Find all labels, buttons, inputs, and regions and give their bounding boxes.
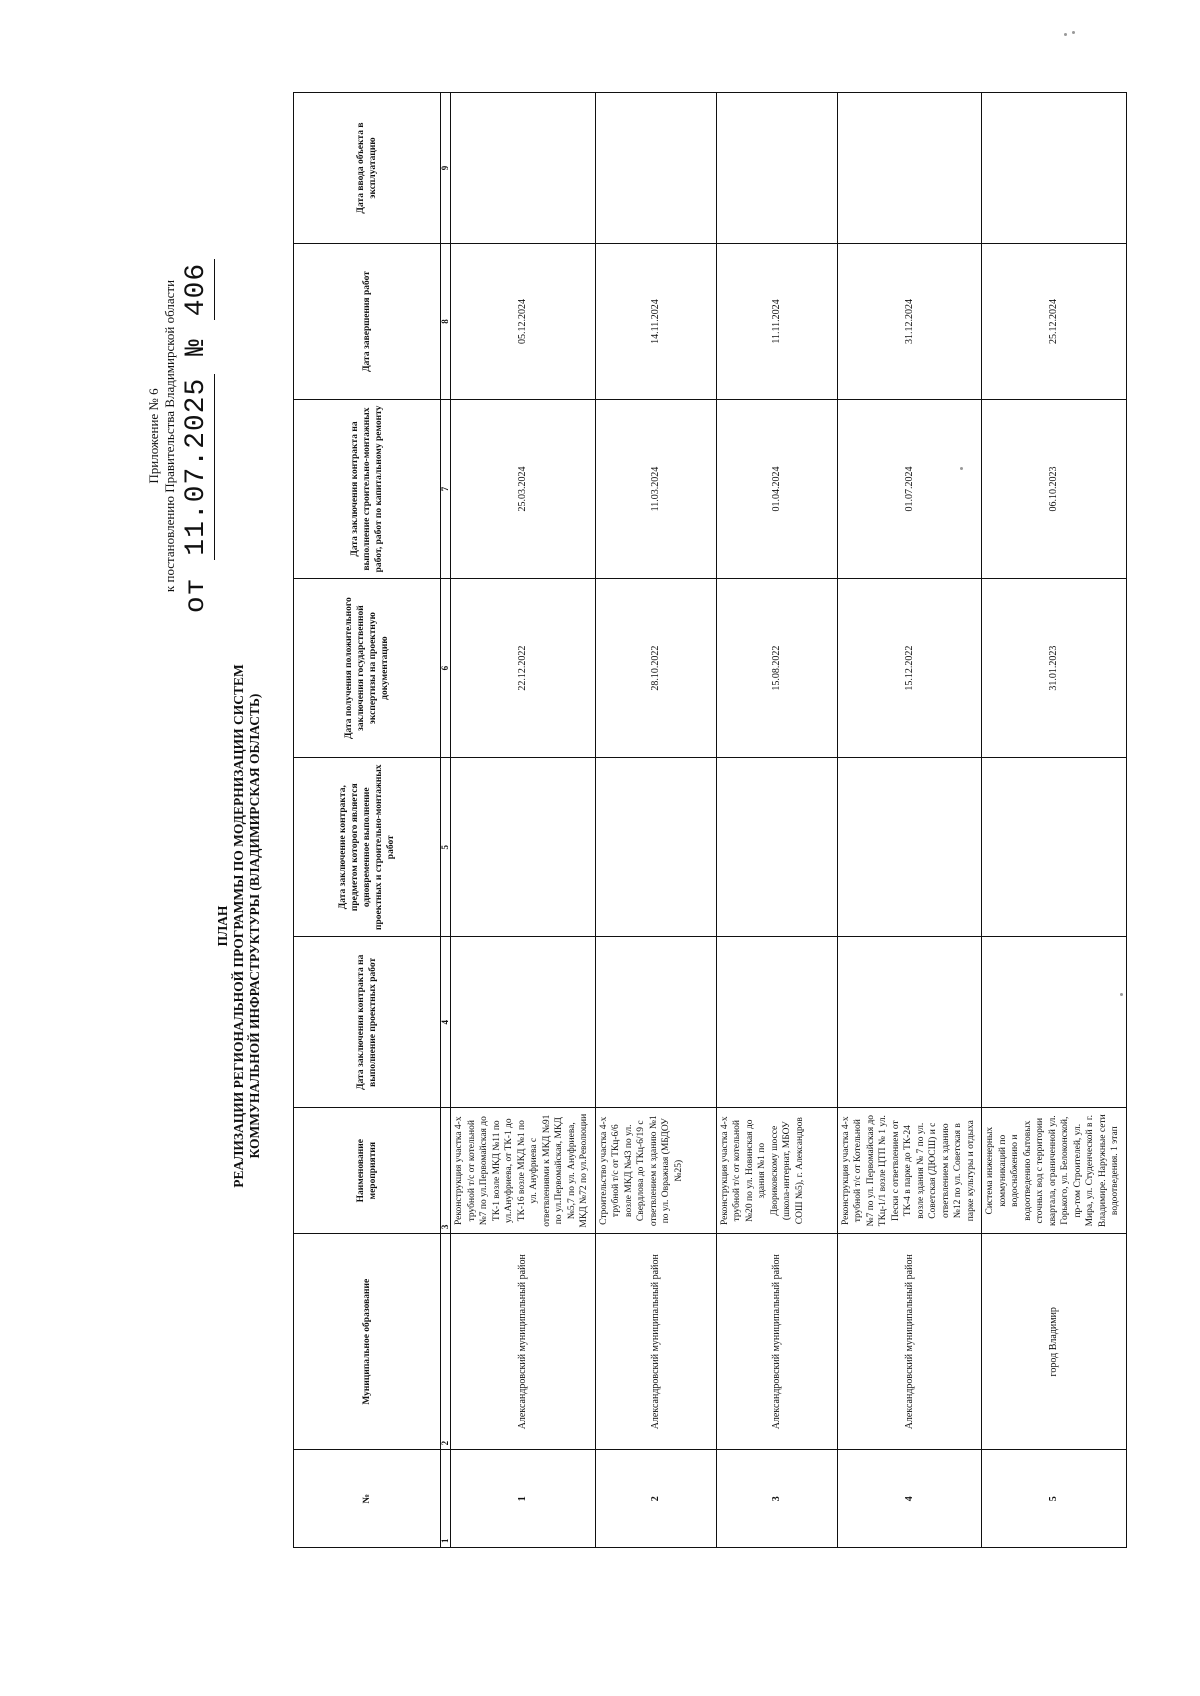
decree-number-label: №: [181, 338, 212, 356]
title-line-2: РЕАЛИЗАЦИИ РЕГИОНАЛЬНОЙ ПРОГРАММЫ ПО МОДЕРНИЗАЦИИ СИСТЕМ: [231, 664, 246, 1188]
table-row: [982, 93, 1127, 1548]
municipality-cell: Александровский муниципальный район: [837, 1234, 982, 1450]
construction-contract-cell: 01.07.2024: [837, 399, 982, 578]
column-number: 4: [441, 937, 451, 1108]
design-contract-cell: [837, 937, 982, 1108]
design-contract-cell: [451, 937, 596, 1108]
appendix-reference: к постановлению Правительства Владимирской области: [162, 279, 177, 593]
combined-contract-cell: [837, 758, 982, 937]
combined-contract-cell: [595, 758, 716, 937]
row-number: 3: [716, 1450, 837, 1548]
decree-date: 11.07.2025: [180, 374, 215, 560]
column-number: 3: [441, 1108, 451, 1234]
completion-date-cell: 11.11.2024: [716, 244, 837, 400]
column-number: 7: [441, 399, 451, 578]
header-event-name: Наименование мероприятия: [294, 1108, 441, 1234]
row-number: 5: [982, 1450, 1127, 1548]
municipality-cell: Александровский муниципальный район: [451, 1234, 596, 1450]
column-number: 6: [441, 579, 451, 758]
decree-number: 406: [180, 259, 215, 320]
design-contract-cell: [982, 937, 1127, 1108]
table-row: [595, 93, 716, 1548]
column-number: 8: [441, 244, 451, 400]
commissioning-date-cell: [982, 93, 1127, 244]
design-contract-cell: [595, 937, 716, 1108]
construction-contract-cell: 01.04.2024: [716, 399, 837, 578]
event-name-cell: Система инженерных коммуникаций по водоснабжению и водоотведению бытовых сточных вод с территории квартала, ограниченной ул. Горького, ул. Белоконской, пр-том Строителей, ул. Мира, ул. Студенческой в г. Владимире. Наружные сети водоотведения. 1 этап: [982, 1108, 1127, 1234]
header-commissioning-date: Дата ввода объекта в эксплуатацию: [294, 93, 441, 244]
municipality-cell: Александровский муниципальный район: [595, 1234, 716, 1450]
document-title: [215, 516, 263, 1336]
expertise-date-cell: 22.12.2022: [451, 579, 596, 758]
column-number: 9: [441, 93, 451, 244]
scan-speck: [1064, 33, 1067, 36]
title-plan: ПЛАН: [215, 905, 230, 947]
header-municipality: Муниципальное образование: [294, 1234, 441, 1450]
column-number: 1: [441, 1450, 451, 1548]
table-row: [716, 93, 837, 1548]
header-number: №: [294, 1450, 441, 1548]
title-line-3: КОММУНАЛЬНОЙ ИНФРАСТРУКТУРЫ (ВЛАДИМИРСКАЯ ОБЛАСТЬ): [247, 693, 262, 1159]
commissioning-date-cell: [451, 93, 596, 244]
commissioning-date-cell: [837, 93, 982, 244]
appendix-number: Приложение № 6: [146, 388, 161, 484]
decree-line: [180, 176, 215, 696]
expertise-date-cell: 15.12.2022: [837, 579, 982, 758]
header-construction-contract-date: Дата заключения контракта на выполнение строительно-монтажных работ, работ по капитальному ремонту: [294, 399, 441, 578]
combined-contract-cell: [982, 758, 1127, 937]
column-number-row: [441, 93, 451, 1548]
column-number: 2: [441, 1234, 451, 1450]
municipality-cell: город Владимир: [982, 1234, 1127, 1450]
municipality-cell: Александровский муниципальный район: [716, 1234, 837, 1450]
header-expertise-date: Дата получения положительного заключения государственной экспертизы на проектную документацию: [294, 579, 441, 758]
event-name-cell: Реконструкция участка 4-х трубной т/с от Котельной №7 по ул. Первомайская до ТКц-1/1 возле ЦТП № 1 ул. Пески с ответвлением от ТК-4 в парке до ТК-24 возле здания № 7 по ул. Советская (ДЮСШ) и с ответвлением к зданию №12 по ул. Советская в парке культуры и отдыха: [837, 1108, 982, 1234]
expertise-date-cell: 15.08.2022: [716, 579, 837, 758]
completion-date-cell: 14.11.2024: [595, 244, 716, 400]
construction-contract-cell: 06.10.2023: [982, 399, 1127, 578]
event-name-cell: Реконструкция участка 4-х трубной т/с от котельной №7 по ул.Первомайская до ТК-1 возле МКД №11 по ул.Ануфриева, от ТК-1 до ТК-16 возле МКД №1 по ул. Ануфриева с ответвлениями к МКД №91 по ул.Первомайская, МКД №5,7 по ул. Ануфриева, МКД №72 по ул.Революции: [451, 1108, 596, 1234]
event-name-cell: Реконструкция участка 4-х трубной т/с от котельной №20 по ул. Новинская до здания №1 по Двориковскому шоссе (школа-интернат, МБОУ СОШ №5), г. Александров: [716, 1108, 837, 1234]
row-number: 1: [451, 1450, 596, 1548]
plan-table: [293, 92, 1127, 1548]
expertise-date-cell: 28.10.2022: [595, 579, 716, 758]
commissioning-date-cell: [595, 93, 716, 244]
decree-from-label: от: [181, 577, 212, 614]
header-completion-date: Дата завершения работ: [294, 244, 441, 400]
construction-contract-cell: 25.03.2024: [451, 399, 596, 578]
completion-date-cell: 31.12.2024: [837, 244, 982, 400]
expertise-date-cell: 31.01.2023: [982, 579, 1127, 758]
row-number: 4: [837, 1450, 982, 1548]
completion-date-cell: 05.12.2024: [451, 244, 596, 400]
row-number: 2: [595, 1450, 716, 1548]
combined-contract-cell: [451, 758, 596, 937]
table-row: [451, 93, 596, 1548]
construction-contract-cell: 11.03.2024: [595, 399, 716, 578]
table-row: [837, 93, 982, 1548]
appendix-header: [146, 176, 215, 696]
header-combined-contract-date: Дата заключение контракта, предметом которого является одновременное выполнение проектных и строительно-монтажных работ: [294, 758, 441, 937]
combined-contract-cell: [716, 758, 837, 937]
event-name-cell: Строительство участка 4-х трубной т/с от ТКц-6/6 возле МКД №43 по ул. Свердлова до ТКц-6/19 с ответвлением к зданию №1 по ул. Овражная (МБДОУ №25): [595, 1108, 716, 1234]
scan-speck: [1072, 31, 1075, 34]
header-design-contract-date: Дата заключения контракта на выполнение проектных работ: [294, 937, 441, 1108]
column-number: 5: [441, 758, 451, 937]
commissioning-date-cell: [716, 93, 837, 244]
header-row: [294, 93, 441, 1548]
completion-date-cell: 25.12.2024: [982, 244, 1127, 400]
design-contract-cell: [716, 937, 837, 1108]
